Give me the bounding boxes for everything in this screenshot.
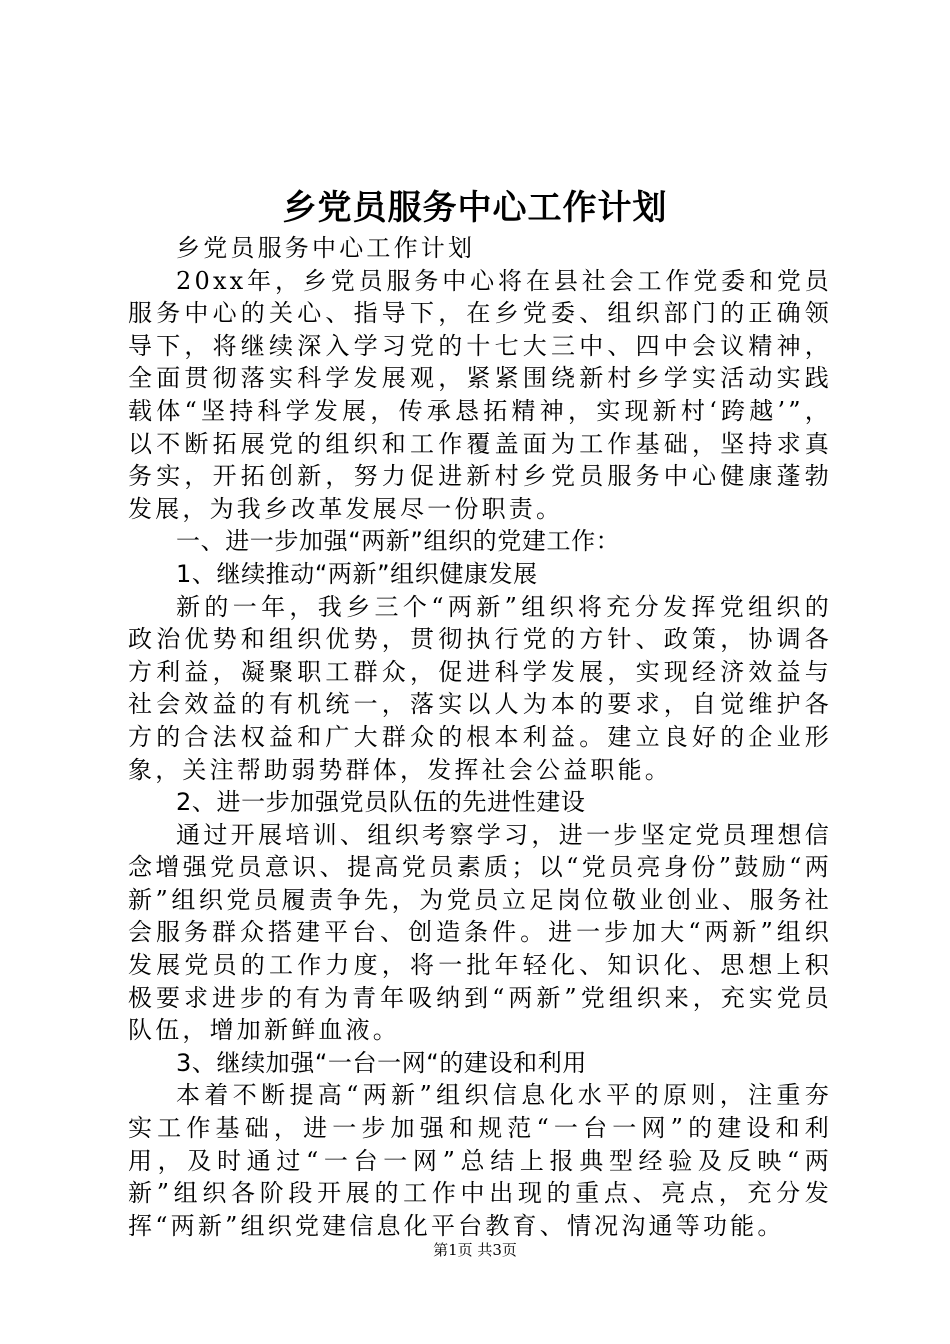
intro-paragraph: 20xx年，乡党员服务中心将在县社会工作党委和党员服务中心的关心、指导下，在乡党委、组织部门的正确领导下，将继续深入学习党的十七大三中、四中会议精神，全面贯彻落实科学发展观，紧紧围绕新村乡学实活动实践载体“坚持科学发展，传承恳拓精神，实现新村‘跨越’”，以不断拓展党的组织和工作覆盖面为工作基础，坚持求真务实，开拓创新，努力促进新村乡党员服务中心健康蓬勃发展，为我乡改革发展尽一份职责。	[128, 266, 832, 523]
subsection-paragraph-2: 通过开展培训、组织考察学习，进一步坚定党员理想信念增强党员意识、提高党员素质；以“党员亮身份”鼓励“两新”组织党员履责争先，为党员立足岗位敬业创业、服务社会服务群众搭建平台、创造条件。进一步加大“两新”组织发展党员的工作力度，将一批年轻化、知识化、思想上积极要求进步的有为青年吸纳到“两新”党组织来，充实党员队伍，增加新鲜血液。	[128, 820, 832, 1045]
subsection-heading-2: 2、进一步加强党员队伍的先进性建设	[176, 788, 586, 817]
subsection-paragraph-3: 本着不断提高“两新”组织信息化水平的原则，注重夯实工作基础，进一步加强和规范“一台一网”的建设和利用，及时通过“一台一网”总结上报典型经验及反映“两新”组织各阶段开展的工作中出现的重点、亮点，充分发挥“两新”组织党建信息化平台教育、情况沟通等功能。	[128, 1081, 832, 1240]
page-number-footer: 第1页 共3页	[433, 1241, 517, 1259]
document-title: 乡党员服务中心工作计划	[282, 188, 668, 228]
section-heading-1: 一、进一步加强“两新”组织的党建工作：	[176, 527, 621, 556]
document-body	[128, 232, 832, 1242]
subsection-heading-3: 3、继续加强“一台一网“的建设和利用	[176, 1048, 587, 1077]
subsection-heading-1: 1、继续推动“两新”组织健康发展	[176, 559, 538, 588]
subtitle-paragraph: 乡党员服务中心工作计划	[176, 234, 476, 262]
subsection-paragraph-1: 新的一年，我乡三个“两新”组织将充分发挥党组织的政治优势和组织优势，贯彻执行党的方针、政策，协调各方利益，凝聚职工群众，促进科学发展，实现经济效益与社会效益的有机统一，落实以人为本的要求，自觉维护各方的合法权益和广大群众的根本利益。建立良好的企业形象，关注帮助弱势群体，发挥社会公益职能。	[128, 592, 832, 784]
